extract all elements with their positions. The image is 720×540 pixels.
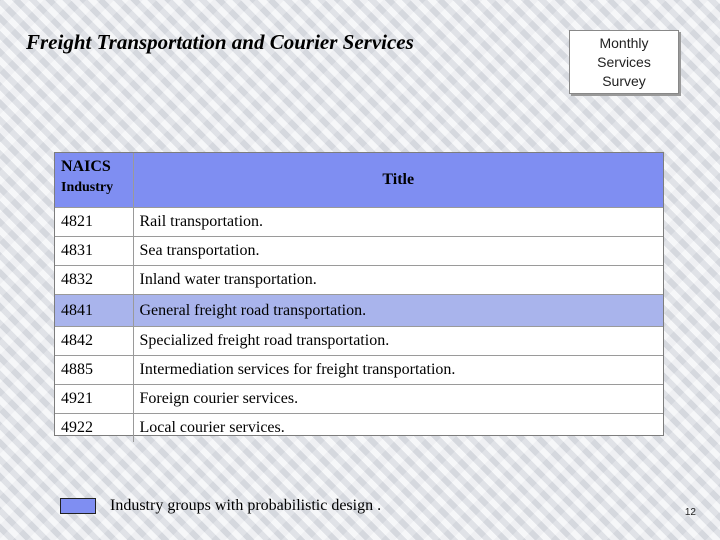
slide-title: Freight Transportation and Courier Services [26, 30, 414, 54]
naics-code-cell: 4885 [55, 356, 133, 385]
page-number: 12 [684, 507, 696, 518]
industry-title-cell: General freight road transportation. [133, 295, 663, 327]
table-row [55, 356, 663, 385]
table-row-probabilistic [55, 295, 663, 327]
legend-swatch [60, 498, 96, 514]
naics-code-cell: 4832 [55, 266, 133, 295]
table-row [55, 208, 663, 237]
header-industry-label: Industry [61, 180, 114, 195]
industry-title-cell: Local courier services. [139, 419, 285, 436]
table-row [55, 237, 663, 266]
badge-line-3: Survey [602, 72, 646, 89]
naics-code-cell: 4922 [55, 414, 133, 443]
badge-line-1: Monthly [599, 34, 649, 51]
industry-title-cell: Specialized freight road transportation. [133, 327, 663, 356]
industry-title-cell: Inland water transportation. [133, 266, 663, 295]
naics-code-cell: 4921 [55, 385, 133, 414]
naics-table [55, 153, 663, 442]
column-header-title: Title [133, 153, 663, 208]
table-row [55, 385, 663, 414]
industry-title-cell: Foreign courier services. [133, 385, 663, 414]
industry-title-cell: Intermediation services for freight transportation. [133, 356, 663, 385]
naics-table-container [54, 152, 664, 436]
survey-badge [569, 30, 679, 94]
badge-line-2: Services [597, 53, 651, 70]
naics-code-cell: 4842 [55, 327, 133, 356]
naics-code-cell: 4841 [55, 295, 133, 327]
naics-code-cell: 4831 [55, 237, 133, 266]
naics-code-cell: 4821 [55, 208, 133, 237]
table-row [55, 327, 663, 356]
table-header-row [55, 153, 663, 208]
table-row [55, 266, 663, 295]
header-naics-label: NAICS [61, 158, 111, 175]
industry-title-cell: Sea transportation. [133, 237, 663, 266]
industry-title-cell: Rail transportation. [133, 208, 663, 237]
legend [60, 497, 381, 515]
legend-label: Industry groups with probabilistic design . [110, 497, 382, 514]
table-row [55, 414, 663, 443]
column-header-naics [55, 153, 133, 208]
